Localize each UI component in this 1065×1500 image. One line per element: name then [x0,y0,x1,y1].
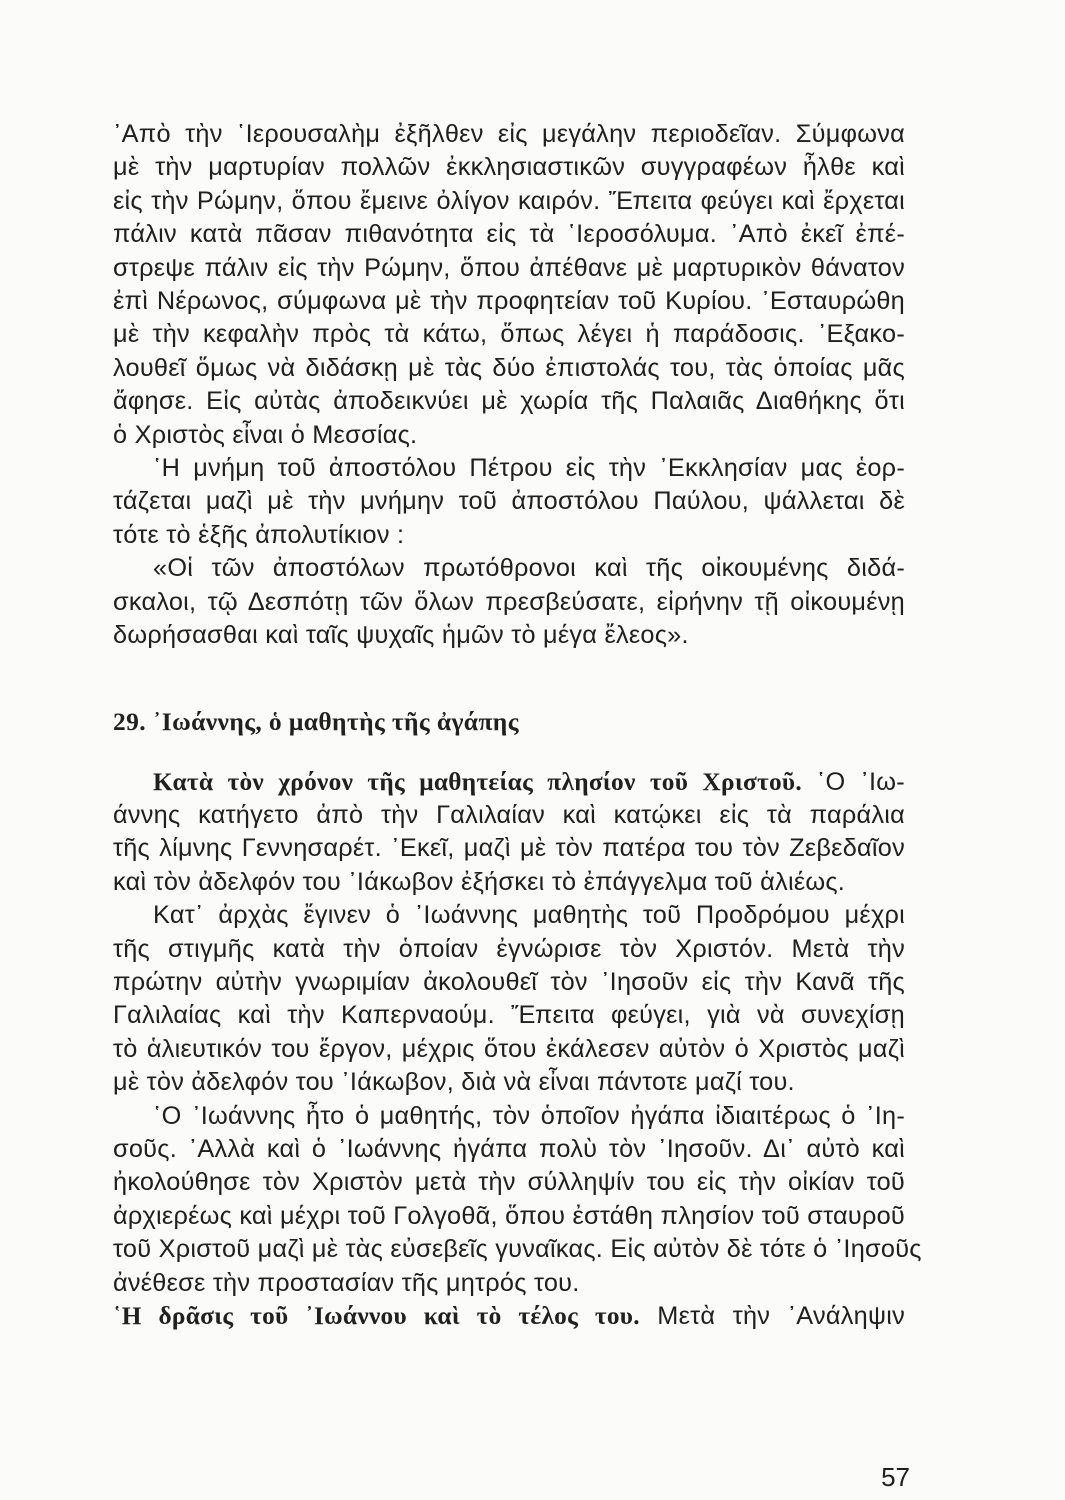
paragraph-john-discipleship [113,766,905,900]
text-line: στρεψε πάλιν εἰς τὴν Ρώμην, ὅπου ἀπέθανε μὲ μαρτυρικὸν θάνατον [113,253,905,282]
text-line: ὁ Χριστὸς εἶναι ὁ Μεσσίας. [113,420,418,449]
text-line: άννης κατήγετο ἀπὸ τὴν Γαλιλαίαν καὶ κατῴκει εἰς τὰ παράλια [113,800,905,829]
text-line: Κατ᾿ ἀρχὰς ἔγινεν ὁ ᾿Ιωάννης μαθητὴς τοῦ Προδρόμου μέχρι [153,901,905,930]
text-line [113,766,905,799]
text-line [113,1300,905,1333]
text-line: πάλιν κατὰ πᾶσαν πιθανότητα εἰς τὰ ῾Ιεροσόλυμα. ᾿Απὸ ἐκεῖ ἐπέ- [113,220,905,249]
text-line: ἀρχιερέως καὶ μέχρι τοῦ Γολγοθᾶ, ὅπου ἐστάθη πλησίον τοῦ σταυροῦ [113,1201,905,1230]
bold-lead-in: Κατὰ τὸν χρόνον τῆς μαθητείας πλησίον τοῦ Χριστοῦ. [153,767,802,796]
text-line: σκαλοι, τῷ Δεσπότῃ τῶν ὅλων πρεσβεύσατε, εἰρήνην τῇ οἰκουμένῃ [113,587,905,616]
text-line: Γαλιλαίας καὶ τὴν Καπερναούμ. Ἔπειτα φεύγει, γιὰ νὰ συνεχίσῃ [113,1001,905,1030]
apolytikion-hymn [113,552,905,652]
text-line: εἰς τὴν Ρώμην, ὅπου ἔμεινε ὀλίγον καιρόν. Ἔπειτα φεύγει καὶ ἔρχεται [113,186,905,215]
text-line: δωρήσασθαι καὶ ταῖς ψυχαῖς ἡμῶν τὸ μέγα ἔλεος». [113,621,689,650]
lead-continuation: ῾Ο ᾿Ιω- [801,767,905,796]
paragraph-john-follower [113,899,905,1099]
text-line: τάζεται μαζὶ μὲ τὴν μνήμην τοῦ ἀποστόλου Παύλου, ψάλλεται δὲ [113,487,905,516]
text-line: τότε τὸ ἑξῆς ἀπολυτίκιον : [113,520,405,549]
text-line: μὲ τὸν ἀδελφόν του ᾿Ιάκωβον, διὰ νὰ εἶναι πάντοτε μαζί του. [113,1068,795,1097]
text-line: ἀνέθεσε τὴν προστασίαν τῆς μητρός του. [113,1268,580,1297]
page-number: 57 [881,1462,910,1492]
text-line: μὲ τὴν μαρτυρίαν πολλῶν ἐκκλησιαστικῶν συγγραφέων ἦλθε καὶ [113,153,905,182]
section-spacer [113,653,905,705]
text-line: ᾿Απὸ τὴν ῾Ιερουσαλὴμ ἐξῆλθεν εἰς μεγάλην περιοδεῖαν. Σύμφωνα [113,120,905,148]
text-line: λουθεῖ ὅμως νὰ διδάσκῃ μὲ τὰς δύο ἐπιστολάς του, τὰς ὁποίας μᾶς [113,353,905,382]
text-line: τὸ ἁλιευτικόν του ἔργον, μέχρις ὅτου ἐκάλεσεν αὐτὸν ὁ Χριστὸς μαζὶ [113,1034,905,1063]
text-line: ἠκολούθησε τὸν Χριστὸν μετὰ τὴν σύλληψίν του εἰς τὴν οἰκίαν τοῦ [113,1168,905,1197]
section-heading: 29. ᾿Ιωάννης, ὁ μαθητὴς τῆς ἀγάπης [113,706,519,736]
paragraph-beloved-disciple [113,1100,922,1300]
paragraph-peter-journeys [113,118,905,452]
text-line: πρώτην αὐτὴν γνωριμίαν ἀκολουθεῖ τὸν ᾿Ιησοῦν εἰς τὴν Κανᾶ τῆς [113,967,905,996]
paragraph-john-activity [113,1300,905,1333]
text-line: τῆς στιγμῆς κατὰ τὴν ὁποίαν ἐγνώρισε τὸν Χριστόν. Μετὰ τὴν [113,934,905,963]
text-line: καὶ τὸν ἀδελφόν του ᾿Ιάκωβον ἐξήσκει τὸ ἐπάγγελμα τοῦ ἁλιέως. [113,867,846,896]
page-body [113,118,922,1333]
bold-lead-in: ῾Η δρᾶσις τοῦ ᾿Ιωάννου καὶ τὸ τέλος του. [113,1302,640,1330]
text-line: σοῦς. ᾿Αλλὰ καὶ ὁ ᾿Ιωάννης ἠγάπα πολὺ τὸν ᾿Ιησοῦν. Δι᾿ αὐτὸ καὶ [113,1134,905,1163]
text-line: τοῦ Χριστοῦ μαζὶ μὲ τὰς εὐσεβεῖς γυναῖκας. Εἰς αὐτὸν δὲ τότε ὁ ᾿Ιησοῦς [113,1235,922,1264]
text-line: μὲ τὴν κεφαλὴν πρὸς τὰ κάτω, ὅπως λέγει ἡ παράδοσις. ᾿Εξακο- [113,320,905,349]
text-line: τῆς λίμνης Γεννησαρέτ. ᾿Εκεῖ, μαζὶ μὲ τὸν πατέρα του τὸν Ζεβεδαῖον [113,834,905,863]
text-line: ῾Η μνήμη τοῦ ἀποστόλου Πέτρου εἰς τὴν ᾿Εκκλησίαν μας ἑορ- [153,454,905,483]
text-line: ἐπὶ Νέρωνος, σύμφωνα μὲ τὴν προφητείαν τοῦ Κυρίου. ᾿Εσταυρώθη [113,287,905,316]
text-line: «Οἱ τῶν ἀποστόλων πρωτόθρονοι καὶ τῆς οἰκουμένης διδά- [153,554,905,583]
lead-continuation: Μετὰ τὴν ᾿Ανάληψιν [639,1302,905,1330]
text-line: ἄφησε. Εἰς αὐτὰς ἀποδεικνύει μὲ χωρία τῆς Παλαιᾶς Διαθήκης ὅτι [113,387,905,416]
paragraph-feast-memory [113,452,905,552]
text-line: ῾Ο ᾿Ιωάννης ἦτο ὁ μαθητής, τὸν ὁποῖον ἠγάπα ἰδιαιτέρως ὁ ᾿Ιη- [153,1101,905,1130]
